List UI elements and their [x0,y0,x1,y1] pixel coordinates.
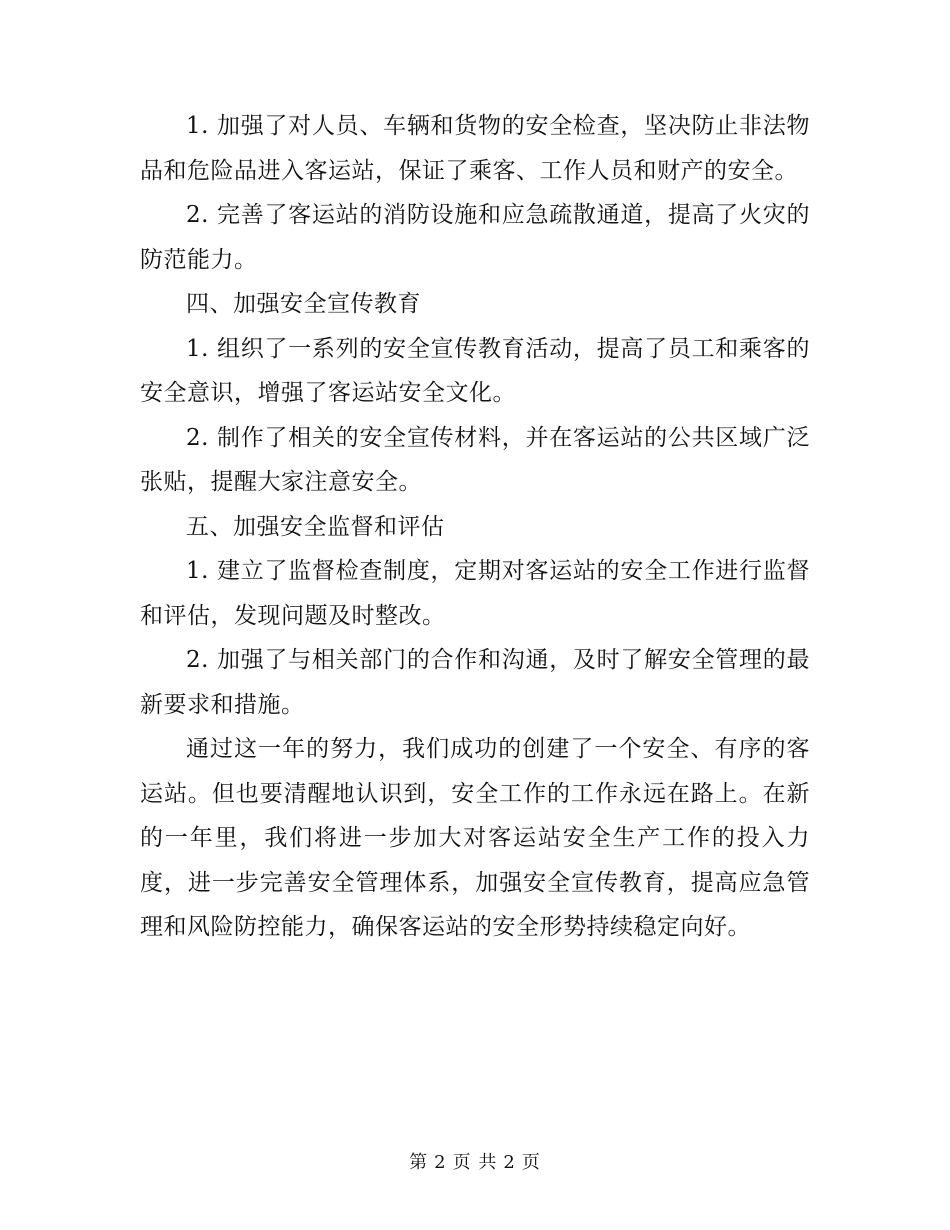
paragraph-4: 2. 制作了相关的安全宣传材料，并在客运站的公共区域广泛张贴，提醒大家注意安全。 [140,424,810,495]
paragraph-6: 2. 加强了与相关部门的合作和沟通，及时了解安全管理的最新要求和措施。 [140,647,810,718]
section-heading-4: 四、加强安全宣传教育 [186,291,421,317]
paragraph-1: 1. 加强了对人员、车辆和货物的安全检查，坚决防止非法物品和危险品进入客运站，保证了乘客、工作人员和财产的安全。 [140,113,810,184]
page-suffix: 页 [521,1152,541,1173]
page-mid: 页 共 [452,1152,498,1173]
paragraph-5: 1. 建立了监督检查制度，定期对客运站的安全工作进行监督和评估，发现问题及时整改。 [140,558,810,629]
page-prefix: 第 [409,1152,429,1173]
page-total: 2 [503,1152,516,1173]
page-footer [0,1148,950,1174]
paragraph-3: 1. 组织了一系列的安全宣传教育活动，提高了员工和乘客的安全意识，增强了客运站安全文化。 [140,335,810,406]
page-current: 2 [434,1152,447,1173]
document-body [140,104,810,950]
conclusion-paragraph: 通过这一年的努力，我们成功的创建了一个安全、有序的客运站。但也要清醒地认识到，安全工作的工作永远在路上。在新的一年里，我们将进一步加大对客运站安全生产工作的投入力度，进一步完善安全管理体系，加强安全宣传教育，提高应急管理和风险防控能力，确保客运站的安全形势持续稳定向好。 [140,736,810,940]
paragraph-2: 2. 完善了客运站的消防设施和应急疏散通道，提高了火灾的防范能力。 [140,202,810,273]
section-heading-5: 五、加强安全监督和评估 [186,513,445,540]
